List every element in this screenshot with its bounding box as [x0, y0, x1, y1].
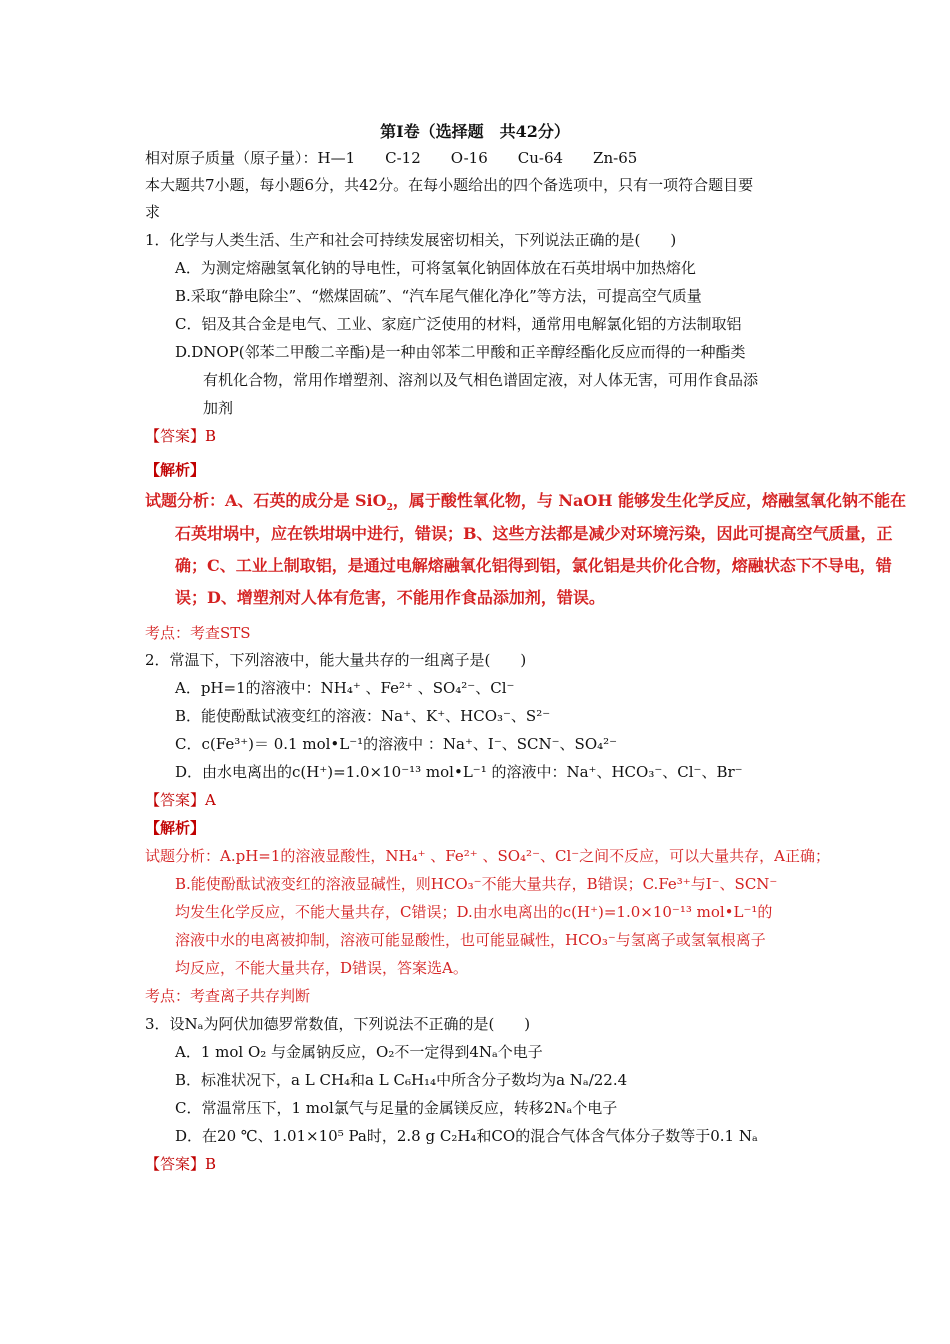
q1-analysis-line-4: 误；D、增塑剂对人体有危害，不能用作食品添加剂，错误。: [175, 588, 605, 607]
q2-answer-value: A: [205, 791, 216, 809]
q2-analysis-line-4: 溶液中水的电离被抑制，溶液可能显酸性，也可能显碱性，HCO₃⁻与氢离子或氢氧根离子: [175, 931, 766, 949]
answer-label: 【答案】: [145, 427, 206, 445]
q1-option-d-line-1: D.DNOP(邻苯二甲酸二辛酯)是一种由邻苯二甲酸和正辛醇经酯化反应而得的一种酯类: [175, 343, 746, 361]
q1-analysis-line-1: [145, 490, 906, 512]
q2-option-a: A．pH=1的溶液中：NH₄⁺ 、Fe²⁺ 、SO₄²⁻、Cl⁻: [175, 679, 515, 697]
q1-kaodian: 考点：考查STS: [145, 624, 251, 642]
instructions-line-1: 本大题共7小题，每小题6分，共42分。在每小题给出的四个备选项中，只有一项符合题目要: [145, 176, 754, 194]
section-title: 第Ⅰ卷（选择题 共42分）: [380, 122, 570, 141]
q1-option-d-line-2: 有机化合物，常用作增塑剂、溶剂以及气相色谱固定液，对人体无害，可用作食品添: [203, 371, 759, 389]
instructions-line-2: 求: [145, 203, 161, 221]
q2-analysis-line-1: 试题分析：A.pH=1的溶液显酸性，NH₄⁺ 、Fe²⁺ 、SO₄²⁻、Cl⁻之间不反应，可以大量共存，A正确；: [145, 847, 831, 865]
q2-analysis-line-5: 均反应，不能大量共存，D错误，答案选A。: [175, 959, 468, 977]
q3-option-a: A．1 mol O₂ 与金属钠反应，O₂不一定得到4Nₐ个电子: [175, 1043, 543, 1061]
q1-answer-value: B: [205, 427, 217, 445]
q2-analysis-label: [145, 817, 205, 839]
q1-analysis-line-2: 石英坩埚中，应在铁坩埚中进行，错误；B、这些方法都是减少对环境污染，因此可提高空气质量，正: [175, 524, 893, 543]
q3-stem: 3．设Nₐ为阿伏加德罗常数值，下列说法不正确的是( ): [145, 1015, 531, 1033]
q1-analysis-line-1a: 试题分析：A、石英的成分是 SiO: [145, 491, 387, 510]
q2-stem: 2．常温下，下列溶液中，能大量共存的一组离子是( ): [145, 651, 527, 669]
q1-option-b: B.采取“静电除尘”、“燃煤固硫”、“汽车尾气催化净化”等方法，可提高空气质量: [175, 287, 702, 305]
answer-label: 【答案】: [145, 791, 206, 809]
q3-option-c: C．常温常压下，1 mol氯气与足量的金属镁反应，转移2Nₐ个电子: [175, 1099, 618, 1117]
q1-analysis-label: [145, 459, 205, 481]
q2-answer-line: [145, 789, 216, 811]
q3-answer-line: [145, 1153, 216, 1175]
q1-option-c: C．铝及其合金是电气、工业、家庭广泛使用的材料，通常用电解氯化铝的方法制取铝: [175, 315, 742, 333]
q2-option-d: D．由水电离出的c(H⁺)=1.0×10⁻¹³ mol•L⁻¹ 的溶液中：Na⁺、HCO₃⁻、Cl⁻、Br⁻: [175, 763, 743, 781]
q2-option-b: B．能使酚酞试液变红的溶液：Na⁺、K⁺、HCO₃⁻、S²⁻: [175, 707, 551, 725]
q1-stem: 1．化学与人类生活、生产和社会可持续发展密切相关，下列说法正确的是( ): [145, 231, 677, 249]
q1-analysis-line-1b: ，属于酸性氧化物，与 NaOH 能够发生化学反应，熔融氢氧化钠不能在: [392, 491, 907, 510]
atomic-masses: 相对原子质量（原子量）：H—1 C-12 O-16 Cu-64 Zn-65: [145, 149, 638, 167]
answer-label: 【答案】: [145, 1155, 206, 1173]
q1-answer-line: [145, 425, 216, 447]
q2-analysis-line-2: B.能使酚酞试液变红的溶液显碱性，则HCO₃⁻不能大量共存，B错误；C.Fe³⁺与I⁻、SCN⁻: [175, 875, 778, 893]
q1-analysis-sub: 2: [386, 503, 393, 514]
q3-answer-value: B: [205, 1155, 217, 1173]
q1-option-d-line-3: 加剂: [203, 399, 234, 417]
q3-option-d: D．在20 ℃、1.01×10⁵ Pa时，2.8 g C₂H₄和CO的混合气体含气体分子数等于0.1 Nₐ: [175, 1127, 758, 1145]
q2-option-c: C．c(Fe³⁺)＝ 0.1 mol•L⁻¹的溶液中 ：Na⁺、I⁻、SCN⁻、SO₄²⁻: [175, 735, 618, 753]
analysis-label: 【解析】: [145, 461, 206, 479]
q3-option-b: B．标准状况下，a L CH₄和a L C₆H₁₄中所含分子数均为a Nₐ/22.4: [175, 1071, 628, 1089]
q1-option-a: A．为测定熔融氢氧化钠的导电性，可将氢氧化钠固体放在石英坩埚中加热熔化: [175, 259, 696, 277]
q2-analysis-line-3: 均发生化学反应，不能大量共存，C错误；D.由水电离出的c(H⁺)=1.0×10⁻¹³ mol•L⁻¹的: [175, 903, 773, 921]
q1-analysis-line-3: 确；C、工业上制取铝，是通过电解熔融氧化铝得到铝，氯化铝是共价化合物，熔融状态下不导电，错: [175, 556, 892, 575]
q2-kaodian: 考点：考查离子共存判断: [145, 987, 311, 1005]
analysis-label: 【解析】: [145, 819, 206, 837]
